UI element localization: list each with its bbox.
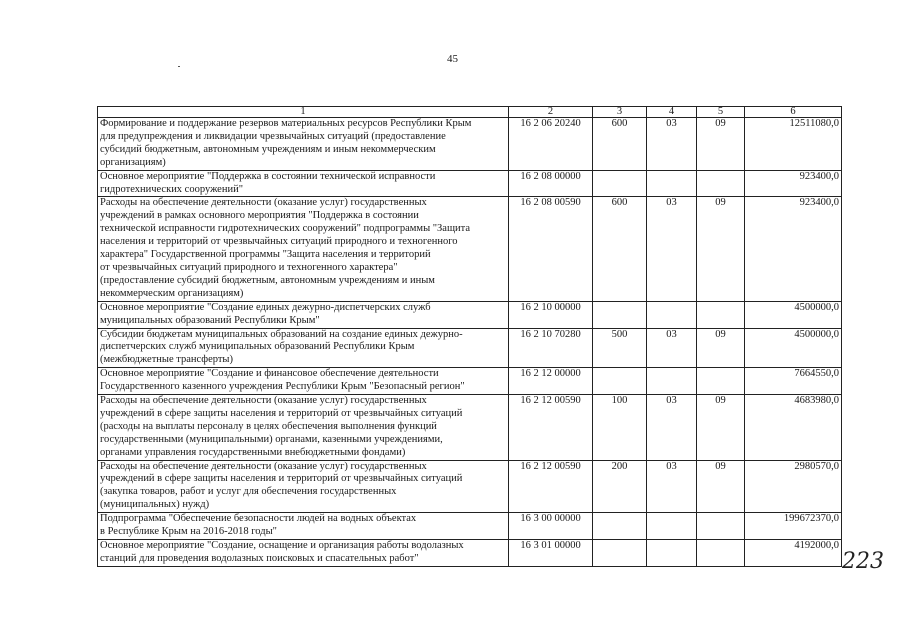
table-header-row — [98, 107, 842, 118]
description-line: населения и территорий от чрезвычайных ситуаций природного и техногенного — [100, 236, 458, 248]
header-cell: 6 — [745, 107, 842, 118]
handwritten-page-mark: 223 — [842, 549, 884, 574]
row-subsection: 09 — [697, 328, 745, 368]
row-section: 03 — [647, 460, 697, 513]
description-line: (расходы на выплаты персоналу в целях обеспечения выполнения функций — [100, 420, 437, 432]
table-row — [98, 170, 842, 197]
description-line: (муниципальных) нужд) — [100, 499, 210, 511]
row-amount: 4500000,0 — [745, 301, 842, 328]
description-line: Подпрограмма "Обеспечение безопасности людей на водных объектах — [100, 513, 417, 525]
row-subsection: 09 — [697, 395, 745, 461]
row-subsection — [697, 513, 745, 540]
row-amount: 923400,0 — [745, 197, 842, 301]
row-amount: 4500000,0 — [745, 328, 842, 368]
row-section: 03 — [647, 118, 697, 171]
row-code: 16 2 10 00000 — [509, 301, 593, 328]
description-line: государственными (муниципальными) органами, казенными учреждениями, — [100, 433, 443, 445]
row-expense-type: 500 — [593, 328, 647, 368]
description-line: от чрезвычайных ситуаций природного и техногенного характера" — [100, 261, 398, 273]
row-amount: 4192000,0 — [745, 540, 842, 567]
row-description — [98, 540, 509, 567]
header-cell: 2 — [509, 107, 593, 118]
description-line: Расходы на обеспечение деятельности (оказание услуг) государственных — [100, 460, 427, 472]
description-line: Расходы на обеспечение деятельности (оказание услуг) государственных — [100, 395, 427, 407]
description-line: (предоставление субсидий бюджетным, автономным учреждениям и иным — [100, 274, 435, 286]
table-row — [98, 301, 842, 328]
description-line: Основное мероприятие "Создание и финансовое обеспечение деятельности — [100, 368, 439, 380]
row-amount: 2980570,0 — [745, 460, 842, 513]
table-row — [98, 118, 842, 171]
table-row — [98, 197, 842, 301]
description-line: (закупка товаров, работ и услуг для обеспечения государственных — [100, 486, 397, 498]
description-line: Основное мероприятие "Создание единых дежурно-диспетчерских служб — [100, 301, 431, 313]
row-code: 16 2 12 00590 — [509, 395, 593, 461]
description-line: Государственного казенного учреждения Республики Крым "Безопасный регион" — [100, 381, 465, 393]
row-expense-type — [593, 301, 647, 328]
description-line: технической исправности гидротехнических сооружений" подпрограммы "Защита — [100, 223, 471, 235]
row-section — [647, 368, 697, 395]
row-description — [98, 368, 509, 395]
row-description — [98, 301, 509, 328]
row-expense-type: 100 — [593, 395, 647, 461]
header-cell: 3 — [593, 107, 647, 118]
description-line: гидротехнических сооружений" — [100, 183, 243, 195]
description-line: учреждений в рамках основного мероприятия "Поддержка в состоянии — [100, 210, 419, 222]
description-line: учреждений в сфере защиты населения и территорий от чрезвычайных ситуаций — [100, 473, 463, 485]
description-line: Основное мероприятие "Поддержка в состоянии технической исправности — [100, 170, 436, 182]
row-description — [98, 513, 509, 540]
row-section: 03 — [647, 197, 697, 301]
row-amount: 4683980,0 — [745, 395, 842, 461]
row-expense-type — [593, 368, 647, 395]
description-line: характера" Государственной программы "Защита населения и территорий — [100, 249, 431, 261]
row-description — [98, 118, 509, 171]
row-section — [647, 170, 697, 197]
description-line: Формирование и поддержание резервов материальных ресурсов Республики Крым — [100, 118, 472, 129]
row-amount: 7664550,0 — [745, 368, 842, 395]
row-expense-type — [593, 513, 647, 540]
row-expense-type: 600 — [593, 197, 647, 301]
row-expense-type — [593, 540, 647, 567]
description-line: органами управления государственными внебюджетными фондами) — [100, 446, 406, 458]
row-code: 16 3 01 00000 — [509, 540, 593, 567]
description-line: в Республике Крым на 2016-2018 годы" — [100, 526, 277, 538]
table-row — [98, 540, 842, 567]
description-line: учреждений в сфере защиты населения и территорий от чрезвычайных ситуаций — [100, 407, 463, 419]
row-section: 03 — [647, 395, 697, 461]
row-section — [647, 540, 697, 567]
table-row — [98, 368, 842, 395]
row-code: 16 2 06 20240 — [509, 118, 593, 171]
description-line: Субсидии бюджетам муниципальных образований на создание единых дежурно- — [100, 328, 463, 340]
row-code: 16 2 08 00000 — [509, 170, 593, 197]
row-amount: 12511080,0 — [745, 118, 842, 171]
header-cell: 1 — [98, 107, 509, 118]
description-line: станций для проведения водолазных поисковых и спасательных работ" — [100, 552, 419, 564]
header-cell: 4 — [647, 107, 697, 118]
row-section — [647, 513, 697, 540]
page-number: 45 — [447, 53, 458, 65]
row-subsection: 09 — [697, 118, 745, 171]
row-description — [98, 197, 509, 301]
description-line: для предупреждения и ликвидации чрезвычайных ситуаций (предоставление — [100, 130, 446, 142]
description-line: Расходы на обеспечение деятельности (оказание услуг) государственных — [100, 197, 427, 209]
table-row — [98, 460, 842, 513]
row-subsection — [697, 368, 745, 395]
description-line: диспетчерских служб муниципальных образований Республики Крым — [100, 341, 415, 353]
budget-table — [97, 106, 842, 567]
row-amount: 199672370,0 — [745, 513, 842, 540]
row-description — [98, 328, 509, 368]
table-row — [98, 513, 842, 540]
row-expense-type: 600 — [593, 118, 647, 171]
table-body — [98, 107, 842, 567]
scan-speck — [178, 66, 180, 67]
row-description — [98, 460, 509, 513]
description-line: (межбюджетные трансферты) — [100, 354, 233, 366]
row-code: 16 2 12 00590 — [509, 460, 593, 513]
description-line: организациям) — [100, 156, 166, 168]
row-expense-type — [593, 170, 647, 197]
row-description — [98, 395, 509, 461]
description-line: муниципальных образований Республики Крым" — [100, 314, 320, 326]
row-subsection — [697, 540, 745, 567]
description-line: некоммерческим организациям) — [100, 287, 244, 299]
row-subsection — [697, 301, 745, 328]
description-line: Основное мероприятие "Создание, оснащение и организация работы водолазных — [100, 540, 464, 551]
description-line: субсидий бюджетным, автономным учреждениям и иным некоммерческим — [100, 143, 436, 155]
row-code: 16 2 08 00590 — [509, 197, 593, 301]
row-section — [647, 301, 697, 328]
row-subsection: 09 — [697, 197, 745, 301]
row-description — [98, 170, 509, 197]
row-code: 16 3 00 00000 — [509, 513, 593, 540]
row-section: 03 — [647, 328, 697, 368]
table-row — [98, 328, 842, 368]
table-row — [98, 395, 842, 461]
row-subsection — [697, 170, 745, 197]
row-expense-type: 200 — [593, 460, 647, 513]
row-subsection: 09 — [697, 460, 745, 513]
row-code: 16 2 10 70280 — [509, 328, 593, 368]
row-amount: 923400,0 — [745, 170, 842, 197]
header-cell: 5 — [697, 107, 745, 118]
row-code: 16 2 12 00000 — [509, 368, 593, 395]
